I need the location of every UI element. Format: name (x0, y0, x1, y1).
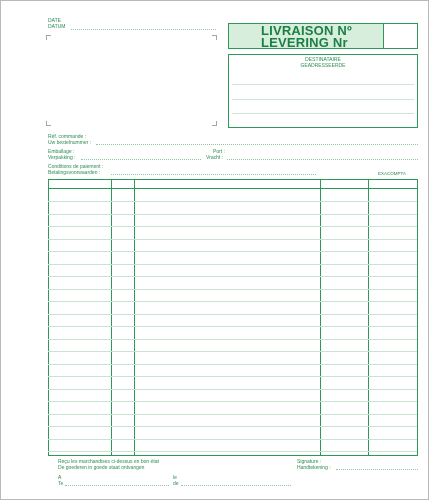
conditions-field-line (111, 174, 316, 175)
ref-label-fr: Réf. commande : (48, 134, 87, 140)
address-corner-br (212, 121, 217, 126)
port-label-nl: Vracht : (206, 155, 224, 161)
table-row-line (48, 301, 417, 302)
title-livraison: LIVRAISON Nº (261, 23, 352, 38)
table-row-line (48, 451, 417, 452)
packaging-field-line (81, 159, 201, 160)
table-row-line (48, 226, 417, 227)
recipient-line-2 (232, 99, 414, 100)
received-label-nl: De goederen in goede staat ontvangen (58, 465, 145, 471)
place-field-line (65, 485, 169, 486)
datum-label: DATUM (48, 24, 66, 30)
signature-field-line (336, 469, 418, 470)
packaging-label-fr: Emballage : (48, 149, 75, 155)
recipient-label-fr: DESTINATAIRE (305, 57, 341, 63)
date-label: DATE (48, 18, 61, 24)
ref-field-line (96, 144, 418, 145)
table-row-line (48, 339, 417, 340)
ref-label-nl: Uw bestelnummer : (48, 140, 92, 146)
port-field-line (227, 159, 418, 160)
conditions-label-fr: Conditions de paiement : (48, 164, 104, 170)
address-corner-tl (46, 35, 51, 40)
recipient-label-nl: GEADRESSEERDE (300, 63, 346, 69)
table-row-line (48, 314, 417, 315)
table-row-line (48, 276, 417, 277)
recipient-line-1 (232, 84, 414, 85)
table-header-line (48, 188, 417, 189)
table-row-line (48, 364, 417, 365)
at-label-nl: Te (58, 481, 64, 487)
table-row-line (48, 439, 417, 440)
table-row-line (48, 426, 417, 427)
packaging-label-nl: Verpakking : (48, 155, 76, 161)
table-row-line (48, 389, 417, 390)
table-row-line (48, 326, 417, 327)
signature-label-nl: Handtekening : (297, 465, 331, 471)
signature-label-fr: Signature : (297, 459, 322, 465)
table-row-line (48, 239, 417, 240)
port-label-fr: Port : (213, 149, 225, 155)
title-levering: LEVERING Nr (261, 35, 348, 50)
recipient-line-3 (232, 113, 414, 114)
table-row-line (48, 414, 417, 415)
table-row-line (48, 264, 417, 265)
date-footer-field-line (181, 485, 291, 486)
table-row-line (48, 201, 417, 202)
on-label-nl: de (173, 481, 179, 487)
table-row-line (48, 214, 417, 215)
conditions-label-nl: Betalingsvoorwaarden : (48, 170, 101, 176)
date-field-line (71, 29, 216, 30)
table-row-line (48, 289, 417, 290)
brand-label: EXACOMPTA (378, 171, 406, 176)
address-corner-tr (212, 35, 217, 40)
at-label-fr: A (58, 475, 62, 481)
table-row-line (48, 376, 417, 377)
table-row-line (48, 351, 417, 352)
table-row-line (48, 401, 417, 402)
received-label-fr: Reçu les marchandises ci-dessus en bon état (58, 459, 159, 465)
address-corner-bl (46, 121, 51, 126)
table-row-line (48, 251, 417, 252)
on-label-fr: le (173, 475, 177, 481)
